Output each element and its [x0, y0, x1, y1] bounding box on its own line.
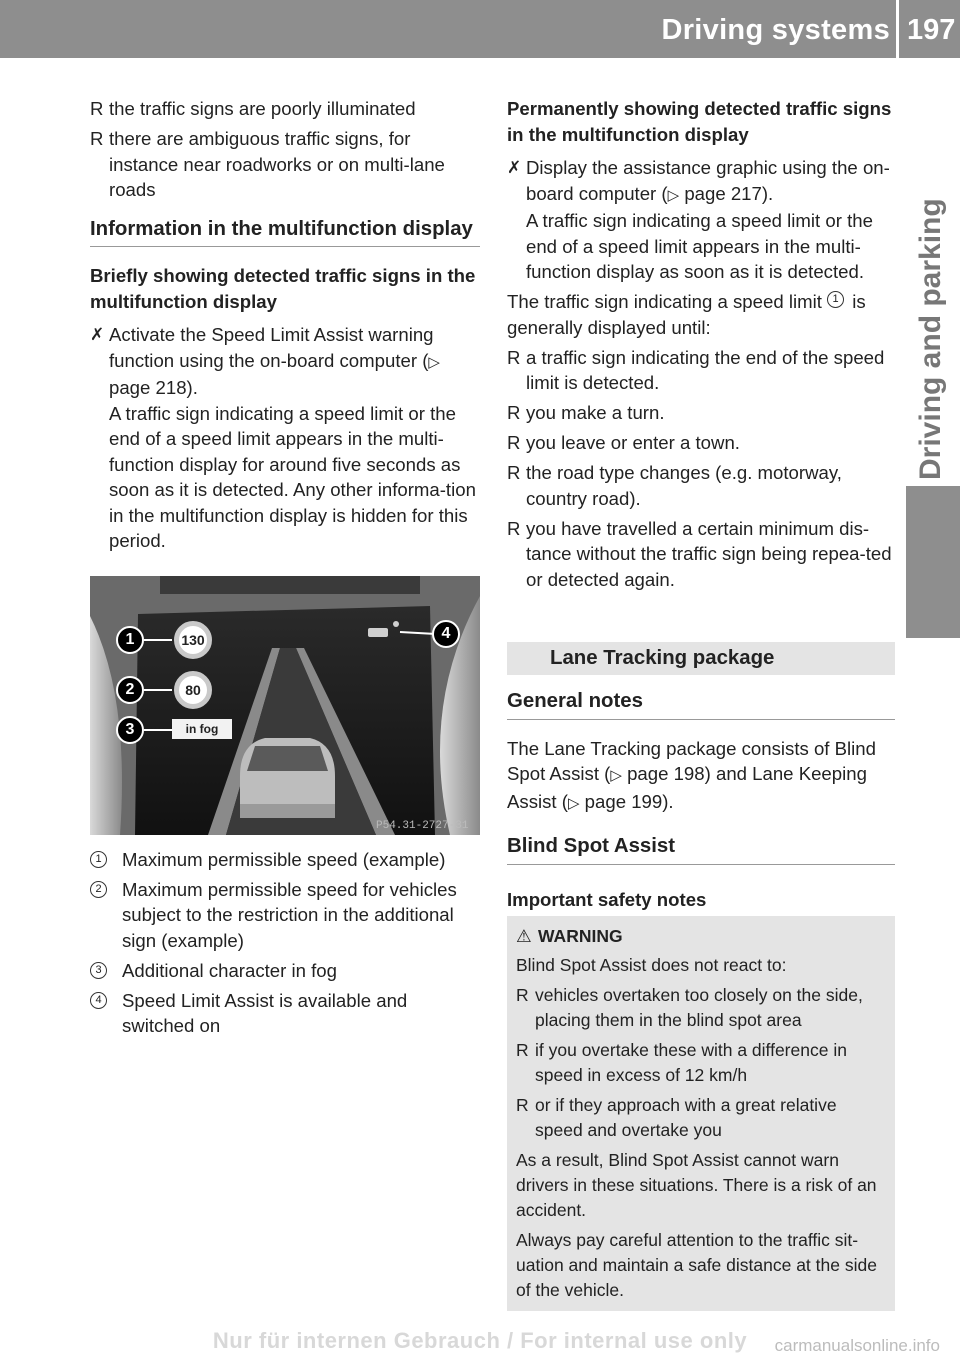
- list-item: R a traffic sign indicating the end of the speed limit is detected.: [507, 346, 885, 393]
- header-separator: [896, 0, 899, 58]
- warning-box: [507, 916, 895, 1311]
- triangle-ref-icon: ▷: [667, 186, 680, 204]
- figure-reference: P54.31-2727-31: [376, 819, 469, 832]
- cluster-display-illustration: [90, 576, 480, 835]
- left-column: [90, 96, 480, 1043]
- top-strip: [160, 576, 420, 594]
- assist-car-icon: [368, 628, 388, 637]
- internal-use-watermark: Nur für internen Gebrauch / For internal use only: [212, 1328, 748, 1353]
- speed-sign-80: 80: [174, 671, 212, 709]
- list-item: R or if they approach with a great relative speed and overtake you: [516, 1095, 837, 1140]
- step-perm: ✗ Display the assistance graphic using the on-board computer (▷ page 217). A traffic sign indicating a speed limit or the end of a speed limit appears in the multi-function display as soon as it is detected.: [507, 157, 890, 282]
- step-brief: ✗ Activate the Speed Limit Assist warning function using the on-board computer (▷ page 218). A traffic sign indicating a speed limit or the end of a speed limit appears in the multi-function display for around five seconds as soon as it is detected. Any other informa-tion in the multifunction display is hidden for this period.: [90, 324, 476, 551]
- warning-title: WARNING: [538, 926, 623, 946]
- triangle-ref-icon: ▷: [428, 353, 440, 371]
- triangle-ref-icon: ▷: [567, 794, 580, 812]
- callout-2: 2: [116, 676, 144, 704]
- legend-item: 4 Speed Limit Assist is available and switched on: [90, 988, 480, 1039]
- bullet-r-icon: R: [507, 462, 521, 483]
- legend-item: 2 Maximum permissible speed for vehicles subject to the restriction in the additional sign (example): [90, 877, 480, 954]
- bullet-r-icon: R: [507, 346, 521, 368]
- page-ref-link[interactable]: page 218).: [109, 377, 198, 398]
- list-item: R you make a turn.: [507, 400, 895, 426]
- bullet-r-icon: R: [507, 517, 521, 539]
- list-item: R vehicles overtaken too closely on the side, placing them in the blind spot area: [516, 985, 863, 1030]
- list-item: R the traffic signs are poorly illuminated: [90, 96, 480, 122]
- warning-triangle-icon: ⚠: [516, 926, 532, 946]
- paragraph-general: The Lane Tracking package consists of Blind Spot Assist (▷ page 198) and Lane Keeping Assist (▷ page 199).: [507, 737, 876, 812]
- chapter-title: Driving systems: [661, 14, 890, 46]
- cluster-display-figure: [90, 576, 480, 835]
- page-ref-link[interactable]: page 217).: [684, 182, 774, 204]
- site-watermark: carmanualsonline.info: [774, 1336, 940, 1355]
- paragraph-until: The traffic sign indicating a speed limit 1 is generally displayed until:: [507, 291, 866, 338]
- bullet-r-icon: R: [516, 1095, 529, 1115]
- warning-paragraph: Always pay careful attention to the traffic sit-uation and maintain a safe distance at the side of the vehicle.: [516, 1230, 877, 1300]
- fog-additional-sign: in fog: [172, 719, 232, 739]
- page-ref-link[interactable]: page 198) and Lane Keeping Assist (: [507, 763, 867, 812]
- warning-intro: Blind Spot Assist does not react to:: [516, 955, 787, 975]
- section-heading-info: Information in the multifunction display: [90, 217, 480, 248]
- arrow-step-icon: ✗: [90, 325, 105, 344]
- triangle-ref-icon: ▷: [610, 767, 622, 784]
- bullet-r-icon: R: [507, 402, 521, 423]
- callout-3: 3: [116, 716, 144, 744]
- subheading-safety: Important safety notes: [507, 888, 707, 910]
- bullet-r-icon: R: [516, 1040, 529, 1060]
- thumb-tab-marker: [906, 486, 960, 638]
- callout-1: 1: [116, 626, 144, 654]
- page-header: [0, 0, 960, 58]
- arrow-step-icon: ✗: [507, 158, 522, 177]
- section-bar-lane-tracking: Lane Tracking package: [507, 642, 895, 675]
- assist-sign-icon: [393, 621, 399, 627]
- list-item: R there are ambiguous traffic signs, for instance near roadworks or on multi-lane roads: [90, 128, 445, 200]
- list-item: R you leave or enter a town.: [507, 430, 895, 456]
- thumb-tab-label: Driving and parking: [914, 198, 947, 480]
- bullet-r-icon: R: [90, 128, 104, 149]
- legend-item: 1 Maximum permissible speed (example): [90, 847, 480, 873]
- right-column: [507, 96, 895, 1311]
- bullet-r-icon: R: [507, 432, 521, 453]
- subheading-perm: Permanently showing detected traffic signs in the multifunction display: [507, 98, 892, 145]
- callout-ref-1: 1: [827, 291, 844, 308]
- legend-item: 3 Additional character in fog: [90, 958, 480, 984]
- heading-general-notes: General notes: [507, 689, 895, 720]
- car-bumper: [240, 804, 335, 818]
- car-window: [247, 746, 328, 771]
- bullet-r-icon: R: [516, 985, 529, 1005]
- page-ref-link[interactable]: page 199).: [584, 790, 674, 812]
- list-item: R the road type changes (e.g. motorway, country road).: [507, 462, 842, 509]
- thumb-tab: [908, 100, 954, 480]
- page-number: 197: [907, 14, 956, 46]
- speed-sign-130: 130: [174, 621, 212, 659]
- subheading-brief: Briefly showing detected traffic signs in the multifunction display: [90, 265, 476, 312]
- callout-4: 4: [432, 620, 460, 648]
- warning-paragraph: As a result, Blind Spot Assist cannot warn drivers in these situations. There is a risk of an accident.: [516, 1150, 877, 1220]
- bullet-r-icon: R: [90, 98, 104, 119]
- list-item: R if you overtake these with a difference in speed in excess of 12 km/h: [516, 1040, 847, 1085]
- heading-blind-spot-assist: Blind Spot Assist: [507, 834, 895, 865]
- list-item: R you have travelled a certain minimum dis-tance without the traffic sign being repea-ted or detected again.: [507, 517, 892, 590]
